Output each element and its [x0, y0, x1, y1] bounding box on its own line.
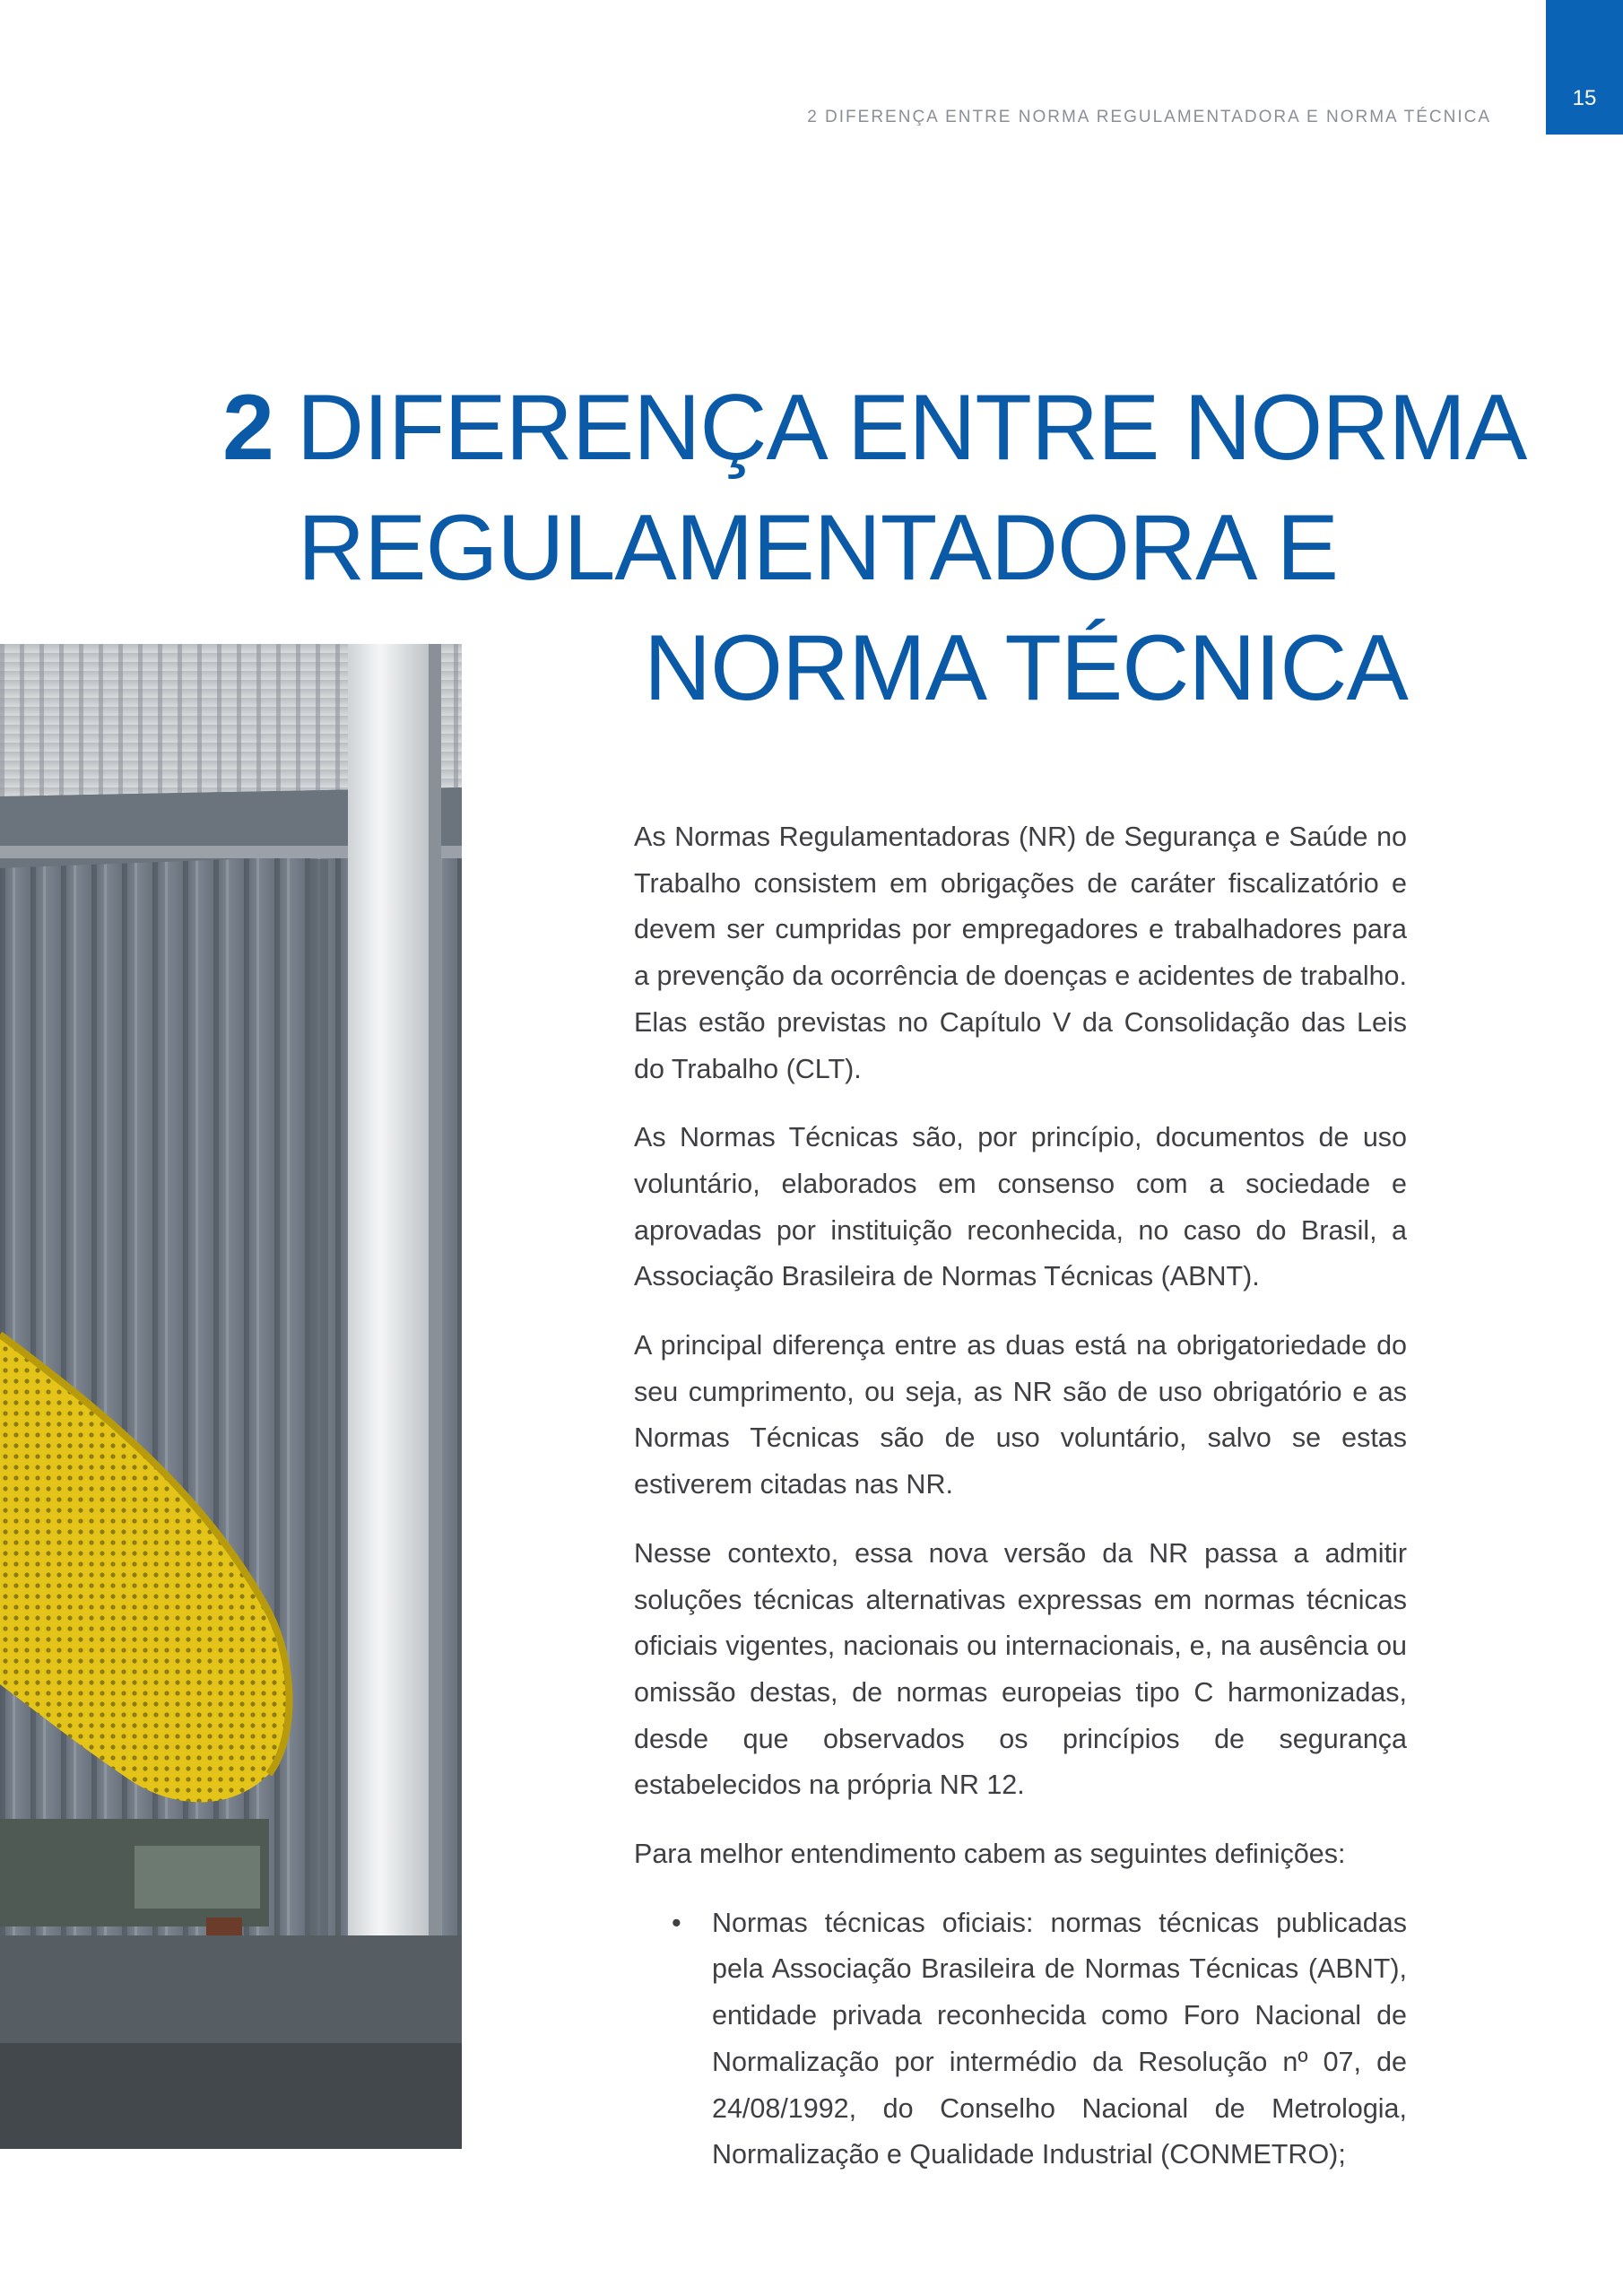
paragraph-nr-definition: As Normas Regulamentadoras (NR) de Segurança e Saúde no Trabalho consistem em obrigações de caráter fiscalizatório e devem ser cumpridas por empregadores e trabalhadores para a prevenção da ocorrência de doenças e acidentes de trabalho. Elas estão previstas no Capítulo V da Consolidação das Leis do Trabalho (CLT).	[634, 822, 1407, 1084]
page-number: 15	[1572, 86, 1597, 110]
definitions-list	[634, 1900, 1407, 2179]
chapter-title-line-3: NORMA TÉCNICA	[644, 616, 1408, 720]
chapter-title-line-2: REGULAMENTADORA E	[298, 496, 1338, 600]
running-header: 2 DIFERENÇA ENTRE NORMA REGULAMENTADORA E NORMA TÉCNICA	[807, 108, 1491, 126]
list-item	[634, 1900, 1407, 2179]
paragraph-definicoes-intro: Para melhor entendimento cabem as seguintes definições:	[634, 1839, 1346, 1870]
paragraph-normas-tecnicas: As Normas Técnicas são, por princípio, documentos de uso voluntário, elaborados em consenso com a sociedade e aprovadas por instituição reconhecida, no caso do Brasil, a Associação Brasileira de Normas Técnicas (ABNT).	[634, 1122, 1407, 1292]
paragraph-contexto: Nesse contexto, essa nova versão da NR passa a admitir soluções técnicas alternativas expressas em normas técnicas oficiais vigentes, nacionais ou internacionais, e, na ausência ou omissão destas, de normas europeias tipo C harmonizadas, desde que observados os princípios de segurança estabelecidos na própria NR 12.	[634, 1537, 1407, 1801]
body-text	[634, 814, 1407, 2179]
page-number-tab	[1546, 0, 1623, 135]
list-item-text: Normas técnicas oficiais: normas técnicas publicadas pela Associação Brasileira de Normas Técnicas (ABNT), entidade privada reconhecida como Foro Nacional de Normalização por intermédio da Resolução nº 07, de 24/08/1992, do Conselho Nacional de Metrologia, Normalização e Qualidade Industrial (CONMETRO);	[712, 1907, 1407, 2170]
bullet-marker: •	[672, 1907, 681, 1938]
chapter-number: 2	[222, 376, 273, 480]
chapter-title-text-1: DIFERENÇA ENTRE NORMA	[296, 376, 1527, 480]
chapter-title-line-1	[222, 368, 1527, 488]
paragraph-principal-diferenca: A principal diferença entre as duas está na obrigatoriedade do seu cumprimento, ou seja, as NR são de uso obrigatório e as Normas Técnicas são de uso voluntário, salvo se estas estiverem citadas nas NR.	[634, 1330, 1407, 1500]
machinery-photo	[0, 644, 462, 2149]
